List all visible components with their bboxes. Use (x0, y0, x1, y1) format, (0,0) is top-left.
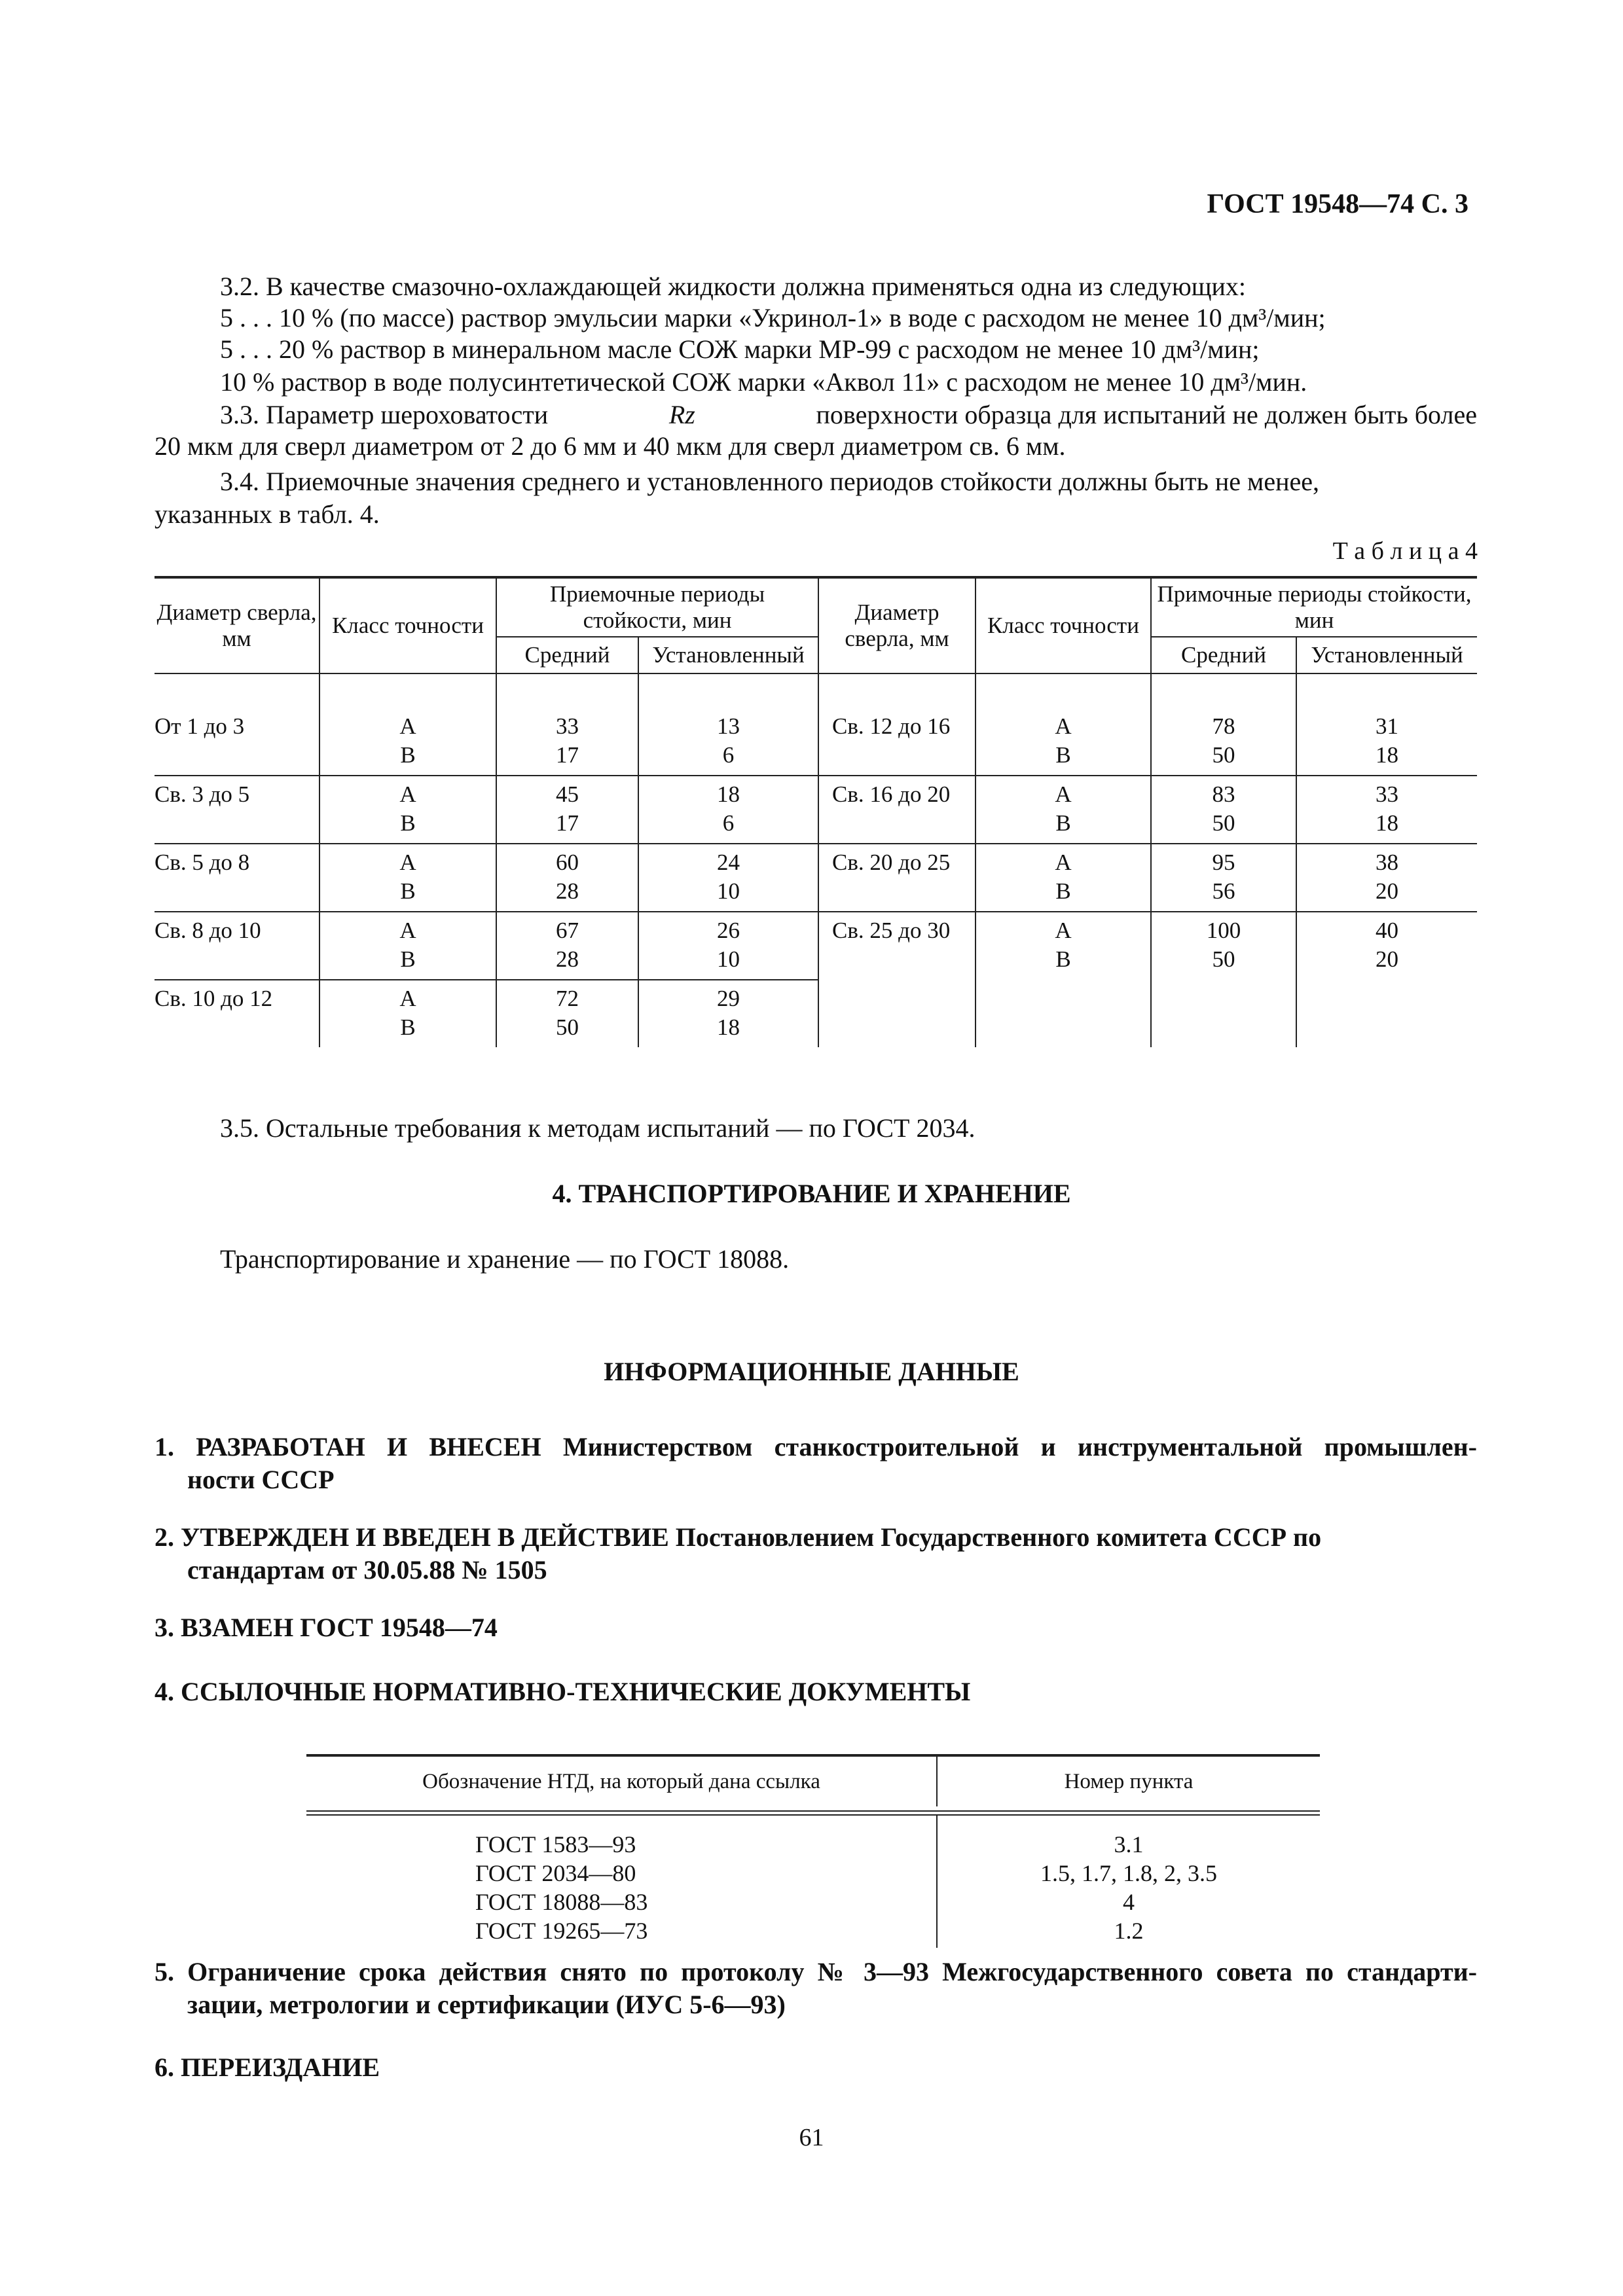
set-cell: 18 6 (638, 776, 818, 844)
class-cell: А В (976, 844, 1151, 912)
info-title: ИНФОРМАЦИОННЫЕ ДАННЫЕ (604, 1357, 1019, 1386)
average-cell: 95 56 (1151, 844, 1296, 912)
paragraph-3-3-start: 3.3. Параметр шероховатости (220, 400, 549, 429)
ref-clauses-cell (936, 1816, 1320, 1948)
info-item-1: 1. РАЗРАБОТАН И ВНЕСЕН Министерством станкостроительной и инструментальной промышлен- (155, 1432, 1477, 1462)
info-item-5-cont: зации, метрологии и сертификации (ИУС 5-6—93) (187, 1990, 786, 2019)
average-cell: 60 28 (496, 844, 638, 912)
set-cell: 33 18 (1296, 776, 1477, 844)
ref-document: ГОСТ 1583—93 (475, 1831, 636, 1857)
diameter-cell: Св. 25 до 30 (818, 912, 976, 980)
diameter-cell: Св. 10 до 12 (155, 986, 273, 1011)
header-class-right: Класс точности (976, 577, 1151, 673)
paragraph-coolant-2: 5 . . . 20 % раствор в минеральном масле СОЖ марки МР-99 с расходом не менее 10 дм³/мин; (220, 334, 1260, 364)
table-row (155, 980, 1477, 1047)
set-cell: 29 18 (638, 980, 818, 1047)
class-cell: А В (319, 708, 496, 776)
set-cell (1296, 980, 1477, 1047)
ref-clause: 4 (1123, 1889, 1135, 1915)
paragraph-3-5: 3.5. Остальные требования к методам испытаний — по ГОСТ 2034. (220, 1113, 976, 1143)
set-cell: 40 20 (1296, 912, 1477, 980)
class-cell: А В (319, 912, 496, 980)
info-item-1-cont: ности СССР (187, 1465, 335, 1494)
page-number: 61 (799, 2124, 824, 2151)
ref-clause: 1.2 (1114, 1918, 1144, 1944)
table-row (155, 912, 1477, 980)
paragraph-coolant-3: 10 % раствор в воде полусинтетической СОЖ марки «Аквол 11» с расходом не менее 10 дм³/мин. (220, 367, 1307, 397)
paragraph-3-3-end: поверхности образца для испытаний не должен быть более (816, 400, 1477, 429)
rz-symbol: Rz (668, 400, 695, 429)
average-cell: 100 50 (1151, 912, 1296, 980)
diameter-cell: Св. 12 до 16 (818, 708, 976, 776)
document-header: ГОСТ 19548—74 С. 3 (1207, 189, 1468, 219)
ref-header-document: Обозначение НТД, на который дана ссылка (422, 1770, 820, 1793)
ref-document: ГОСТ 19265—73 (475, 1918, 648, 1944)
set-cell: 31 18 (1296, 708, 1477, 776)
diameter-cell: Св. 20 до 25 (818, 844, 976, 912)
table-caption: Т а б л и ц а 4 (1332, 537, 1478, 565)
average-cell: 45 17 (496, 776, 638, 844)
section-4-title: 4. ТРАНСПОРТИРОВАНИЕ И ХРАНЕНИЕ (552, 1179, 1071, 1208)
info-item-3: 3. ВЗАМЕН ГОСТ 19548—74 (155, 1613, 498, 1642)
class-cell (976, 980, 1151, 1047)
header-periods-left: Приемочные периоды стойкости, мин (496, 577, 818, 637)
class-cell: А В (976, 776, 1151, 844)
average-cell: 67 28 (496, 912, 638, 980)
diameter-cell (818, 980, 976, 1047)
set-cell: 26 10 (638, 912, 818, 980)
ref-document: ГОСТ 2034—80 (475, 1860, 636, 1886)
class-cell: А В (319, 980, 496, 1047)
set-cell: 13 6 (638, 708, 818, 776)
table-row (155, 776, 1477, 844)
diameter-cell: Св. 8 до 10 (155, 912, 319, 980)
average-cell: 83 50 (1151, 776, 1296, 844)
paragraph-3-4: 3.4. Приемочные значения среднего и установленного периодов стойкости должны быть не менее, (220, 467, 1320, 496)
section-4-text: Транспортирование и хранение — по ГОСТ 18088. (220, 1244, 790, 1274)
diameter-cell: От 1 до 3 (155, 708, 319, 776)
info-item-5: 5. Ограничение срока действия снято по протоколу № 3—93 Межгосударственного совета по стандарти- (155, 1957, 1477, 1986)
info-item-2: 2. УТВЕРЖДЕН И ВВЕДЕН В ДЕЙСТВИЕ Постановлением Государственного комитета СССР по (155, 1522, 1322, 1552)
header-diameter-right: Диаметр сверла, мм (818, 577, 976, 673)
average-cell: 72 50 (496, 980, 638, 1047)
info-item-6: 6. ПЕРЕИЗДАНИЕ (155, 2053, 380, 2082)
ref-header-clause: Номер пункта (936, 1757, 1320, 1806)
paragraph-coolant-1: 5 . . . 10 % (по массе) раствор эмульсии марки «Укринол-1» в воде с расходом не менее 10 дм³/мин; (220, 303, 1326, 332)
class-cell: А В (319, 776, 496, 844)
average-cell (1151, 980, 1296, 1047)
header-class-left: Класс точности (319, 577, 496, 673)
info-item-2-cont: стандартам от 30.05.88 № 1505 (187, 1555, 547, 1585)
info-item-4: 4. ССЫЛОЧНЫЕ НОРМАТИВНО-ТЕХНИЧЕСКИЕ ДОКУМЕНТЫ (155, 1677, 971, 1706)
ref-clause: 3.1 (1114, 1831, 1144, 1857)
ref-document: ГОСТ 18088—83 (475, 1889, 648, 1915)
average-cell: 33 17 (496, 708, 638, 776)
header-set-right: Установленный (1296, 637, 1477, 673)
class-cell: А В (319, 844, 496, 912)
paragraph-3-3-cont: 20 мкм для сверл диаметром от 2 до 6 мм и 40 мкм для сверл диаметром св. 6 мм. (155, 431, 1066, 461)
header-diameter-left: Диаметр сверла, мм (155, 577, 319, 673)
header-average-left: Средний (496, 637, 638, 673)
diameter-cell: Св. 3 до 5 (155, 776, 319, 844)
paragraph-3-2: 3.2. В качестве смазочно-охлаждающей жидкости должна применяться одна из следующих: (220, 272, 1247, 301)
class-cell: А В (976, 912, 1151, 980)
diameter-cell: Св. 16 до 20 (818, 776, 976, 844)
paragraph-3-4-cont: указанных в табл. 4. (155, 499, 380, 529)
table-row (155, 844, 1477, 912)
average-cell: 78 50 (1151, 708, 1296, 776)
table-row (155, 708, 1477, 776)
ref-documents-cell (306, 1816, 936, 1948)
set-cell: 24 10 (638, 844, 818, 912)
set-cell: 38 20 (1296, 844, 1477, 912)
class-cell: А В (976, 708, 1151, 776)
diameter-cell: Св. 5 до 8 (155, 844, 319, 912)
paragraph-3-3 (220, 399, 1477, 431)
header-average-right: Средний (1151, 637, 1296, 673)
header-periods-right: Примочные периоды стойкости, мин (1151, 577, 1477, 637)
table-4 (155, 576, 1477, 1047)
reference-table (306, 1754, 1320, 1948)
ref-clause: 1.5, 1.7, 1.8, 2, 3.5 (1040, 1860, 1217, 1886)
header-set-left: Установленный (638, 637, 818, 673)
